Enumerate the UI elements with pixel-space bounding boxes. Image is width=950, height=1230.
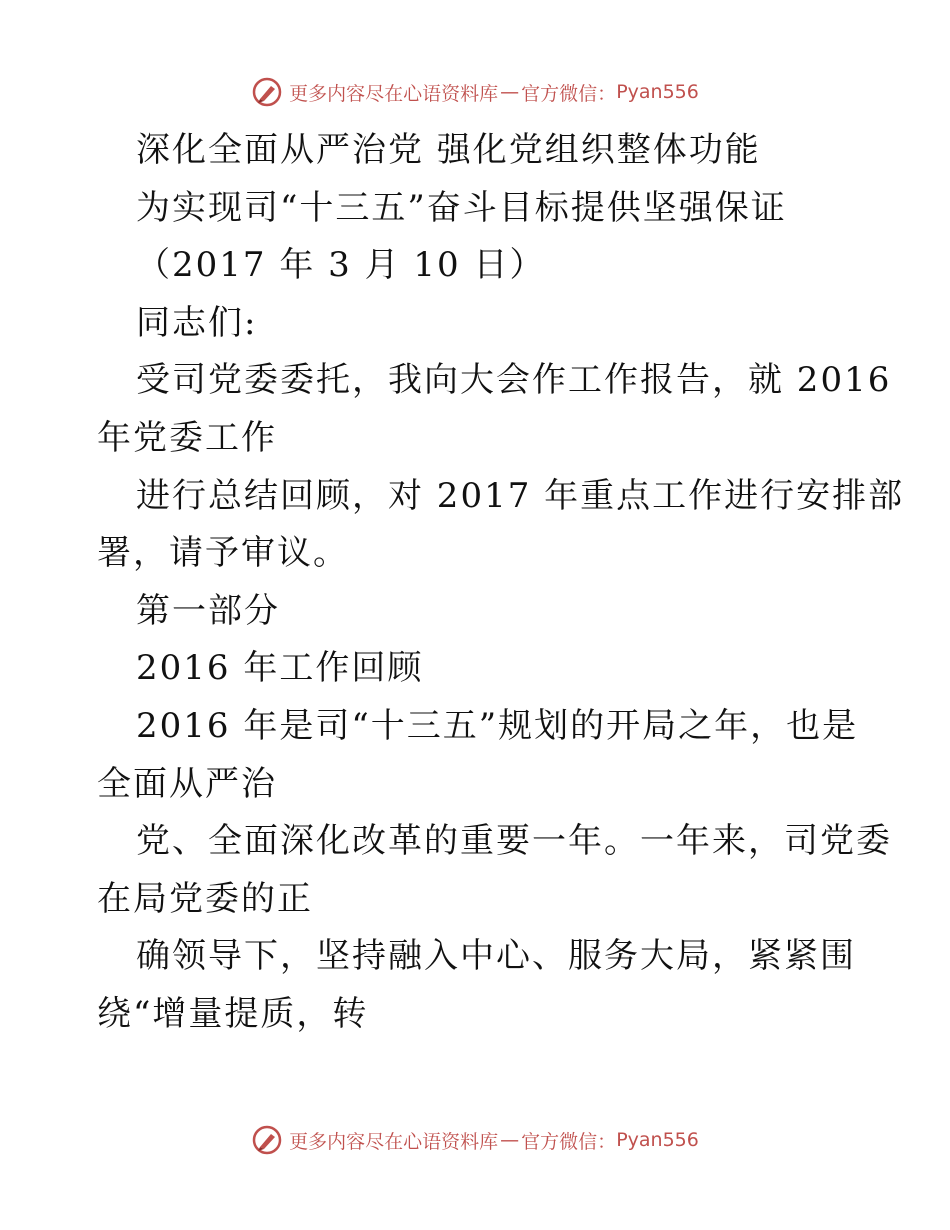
text-line: 为实现司“十三五”奋斗目标提供坚强保证 bbox=[136, 187, 787, 228]
pen-circle-icon bbox=[251, 1124, 283, 1156]
text-line: 深化全面从严治党 强化党组织整体功能 bbox=[136, 130, 761, 170]
text-line: 署，请予审议。 bbox=[97, 533, 349, 574]
banner-wechat-id: Pyan556 bbox=[616, 81, 699, 103]
text-line: 确领导下，坚持融入中心、服务大局，紧紧围 bbox=[136, 936, 856, 977]
banner-text: 更多内容尽在心语资料库 bbox=[289, 1130, 499, 1153]
banner-wechat-label: 官方微信： bbox=[521, 1130, 617, 1153]
text-line: 2016 年是司“十三五”规划的开局之年，也是 bbox=[136, 705, 859, 746]
document-body bbox=[97, 122, 905, 1044]
text-line: 同志们: bbox=[136, 302, 258, 343]
text-line: 进行总结回顾，对 2017 年重点工作进行安排部 bbox=[136, 475, 905, 516]
text-line: 党、全面深化改革的重要一年。一年来，司党委 bbox=[136, 821, 892, 862]
banner-wechat-id: Pyan556 bbox=[616, 1129, 699, 1151]
text-line: 全面从严治 bbox=[97, 763, 277, 804]
banner-text: 更多内容尽在心语资料库 bbox=[289, 82, 499, 105]
banner-separator: — bbox=[500, 1129, 520, 1151]
text-line: 2016 年工作回顾 bbox=[136, 648, 424, 689]
footer-banner bbox=[0, 1120, 950, 1160]
text-line: 受司党委委托，我向大会作工作报告，就 2016 bbox=[136, 360, 892, 401]
text-line: （2017 年 3 月 10 日） bbox=[136, 245, 546, 286]
banner-wechat-label: 官方微信： bbox=[521, 82, 617, 105]
text-line: 第一部分 bbox=[136, 590, 280, 631]
text-line: 绕“增量提质，转 bbox=[97, 993, 369, 1034]
banner-separator: — bbox=[500, 81, 520, 103]
text-line: 在局党委的正 bbox=[97, 878, 313, 919]
text-line: 年党委工作 bbox=[97, 417, 277, 458]
pen-circle-icon bbox=[251, 76, 283, 108]
header-banner bbox=[0, 72, 950, 112]
